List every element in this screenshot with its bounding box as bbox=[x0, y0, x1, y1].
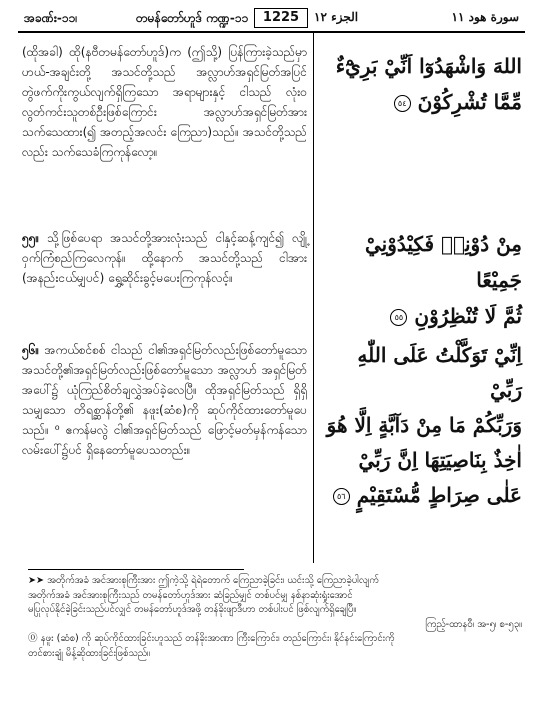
surah-label: سورة هود ١١ bbox=[451, 10, 519, 24]
verse-56-translation bbox=[22, 340, 307, 460]
verse-marker: ٥٦ bbox=[333, 488, 350, 505]
arabic-line: عَلٰى صِرَاطٍ مُّسْتَقِيْمٍ bbox=[356, 483, 522, 507]
arabic-line: وَرَبِّكُمْ مَا مِنْ دَآبَّةٍ اِلَّا هُوَ bbox=[326, 413, 522, 437]
juz-label: الجزء ١٢ bbox=[314, 10, 359, 24]
arabic-line-with-marker bbox=[322, 84, 522, 120]
footnote-line: အတိုက်အခံ အင်အားစုကြီးသည် တမန်တော်ဟူဒ်အား ဆံခြည်မျှင် တစ်ပင်မျှ နစ်နာဆုံးရှုံးအောင် bbox=[28, 589, 353, 601]
footnote-line: မပြုလုပ်နိုင်ခဲ့ခြင်းသည်ပင်လျှင် တမန်တော်ဟူဒ်အဖို့ တန်ခိုးဖျာဒီဟာ တစ်ပါးပင် ဖြစ်လျက်ရှိချေပြီ။ bbox=[28, 604, 357, 616]
arabic-line: اٰخِذٌ بِنَاصِيَتِهَا اِنَّ رَبِّيْ bbox=[358, 448, 522, 472]
verse-55-arabic bbox=[322, 226, 522, 334]
footnote-line: တင်စားချုံ မိန့်ဆိုထားခြင်းဖြစ်သည်။ bbox=[28, 647, 150, 659]
header-rule bbox=[18, 31, 525, 33]
arabic-line-with-marker bbox=[322, 298, 522, 334]
arabic-line: اِنِّيْ تَوَكَّلْتُ عَلَى اللّٰهِ رَبِّيْ bbox=[357, 343, 522, 402]
arabic-line: مِّمَّا تُشْرِكُوْنَ bbox=[417, 90, 522, 114]
verse-number: ၅၅။ bbox=[22, 231, 40, 245]
verse-number: ၅၆။ bbox=[22, 343, 40, 357]
arabic-line: مِنْ دُوْنِهٖ فَكِيْدُوْنِيْ جَمِيْعًا bbox=[364, 232, 522, 292]
verse-marker: ٥٥ bbox=[390, 309, 407, 326]
footnotes bbox=[28, 574, 522, 662]
verse-text: (ထိုအခါ) ထို(နဗီတမန်တော်ဟူဒ်)က (ဤသို့) ပြန်ကြားခဲ့သည်မှာ ဟယ်-အချင်းတို့ အသင်တို့သည် အလ္လာဟ်အရှင်မြတ်အပြင် တွဲဖက်ကိုးကွယ်လျက်ရှိကြသော အရာများနှင့် ငါသည် လုံးဝလွတ်ကင်းသူတစ်ဦးဖြစ်ကြောင်း အလ္လာဟ်အရှင်မြတ်အား သက်သေထား(၍ အတည့်အလင်း ကြေညာ)သည်။ အသင်တို့သည်လည်း သက်သေခံကြကုန်လော့။ bbox=[22, 45, 307, 159]
arabic-line-with-marker bbox=[322, 478, 522, 513]
verse-text: သို့ဖြစ်ပေရာ အသင်တို့အားလုံးသည် ငါနှင့်ဆန့်ကျင်၍ လျို့ဝှက်ကြံစည်ကြလေကုန်။ ထို့နောက် အသင်တို့သည် ငါအား (အနည်းငယ်မျှပင်) ရွှေ့ဆိုင်းခွင့်မပေးကြကုန်လင့်။ bbox=[22, 231, 307, 285]
verse-marker: ٥٤ bbox=[394, 95, 411, 112]
arabic-line: اللهَ وَاشْهَدُوٓا اَنِّيْ بَرِيْٓءٌ bbox=[335, 54, 522, 78]
footnote-line: ➤➤ အတိုက်အခံ အင်အားစုကြီးအား ဤကဲ့သို့ ရဲရဲတောက် ကြေညာခဲ့ခြင်း၊ ယင်းသို့ ကြေညာခဲ့ပါလျက် bbox=[28, 575, 379, 586]
verse-54-arabic bbox=[322, 48, 522, 120]
footnote-rule bbox=[28, 569, 244, 570]
page-header bbox=[18, 8, 525, 28]
footnote-line: ⓪ နဖူး (ဆံစ) ကို ဆုပ်ကိုင်ထားခြင်းဟူသည် တန်ခိုးအာဏာ ကြီးကြောင်း၊ တည်ကြောင်း၊ နိုင်နင်းကြောင်းကို bbox=[28, 633, 395, 645]
chapter-number: အခဏ်း-၁၁၊ bbox=[24, 11, 78, 25]
verse-54-translation bbox=[22, 42, 307, 162]
section-title: တမန်တော်ဟူဒ် ကဏ္ဍ-၁၁ bbox=[136, 11, 249, 25]
arabic-line: ثُمَّ لَا تُنْظِرُوْنِ bbox=[414, 304, 522, 328]
verse-text: အကယ်စင်စစ် ငါသည် ငါ၏အရှင်မြတ်လည်းဖြစ်တော်မူသော အသင်တို့၏အရှင်မြတ်လည်းဖြစ်တော်မူသော အလ္လာဟ် အရှင်မြတ်အပေါ်၌ ယုံကြည်စိတ်ချလွှဲအပ်ခဲ့လေပြီ။ ထိုအရှင်မြတ်သည် ရှိရှိသမျှသော တိရစ္ဆာန်တို့၏ နဖူး(ဆံစ)ကို ဆုပ်ကိုင်ထားတော်မူပေသည်။ ⁰ ဧကန်မလွဲ ငါ၏အရှင်မြတ်သည် ဖြောင့်မတ်မှန်ကန်သောလမ်းပေါ်၌ပင် ရှိနေတော်မူပေသတည်း။ bbox=[22, 343, 307, 457]
column-divider bbox=[313, 33, 314, 563]
verse-55-translation bbox=[22, 228, 307, 288]
footnote-reference: ကြည့်-ထာနဝီ၊ အ-၅၊ စ-၅၃။ bbox=[425, 618, 522, 630]
page-number: 1225 bbox=[254, 8, 308, 28]
verse-56-arabic bbox=[322, 338, 522, 513]
